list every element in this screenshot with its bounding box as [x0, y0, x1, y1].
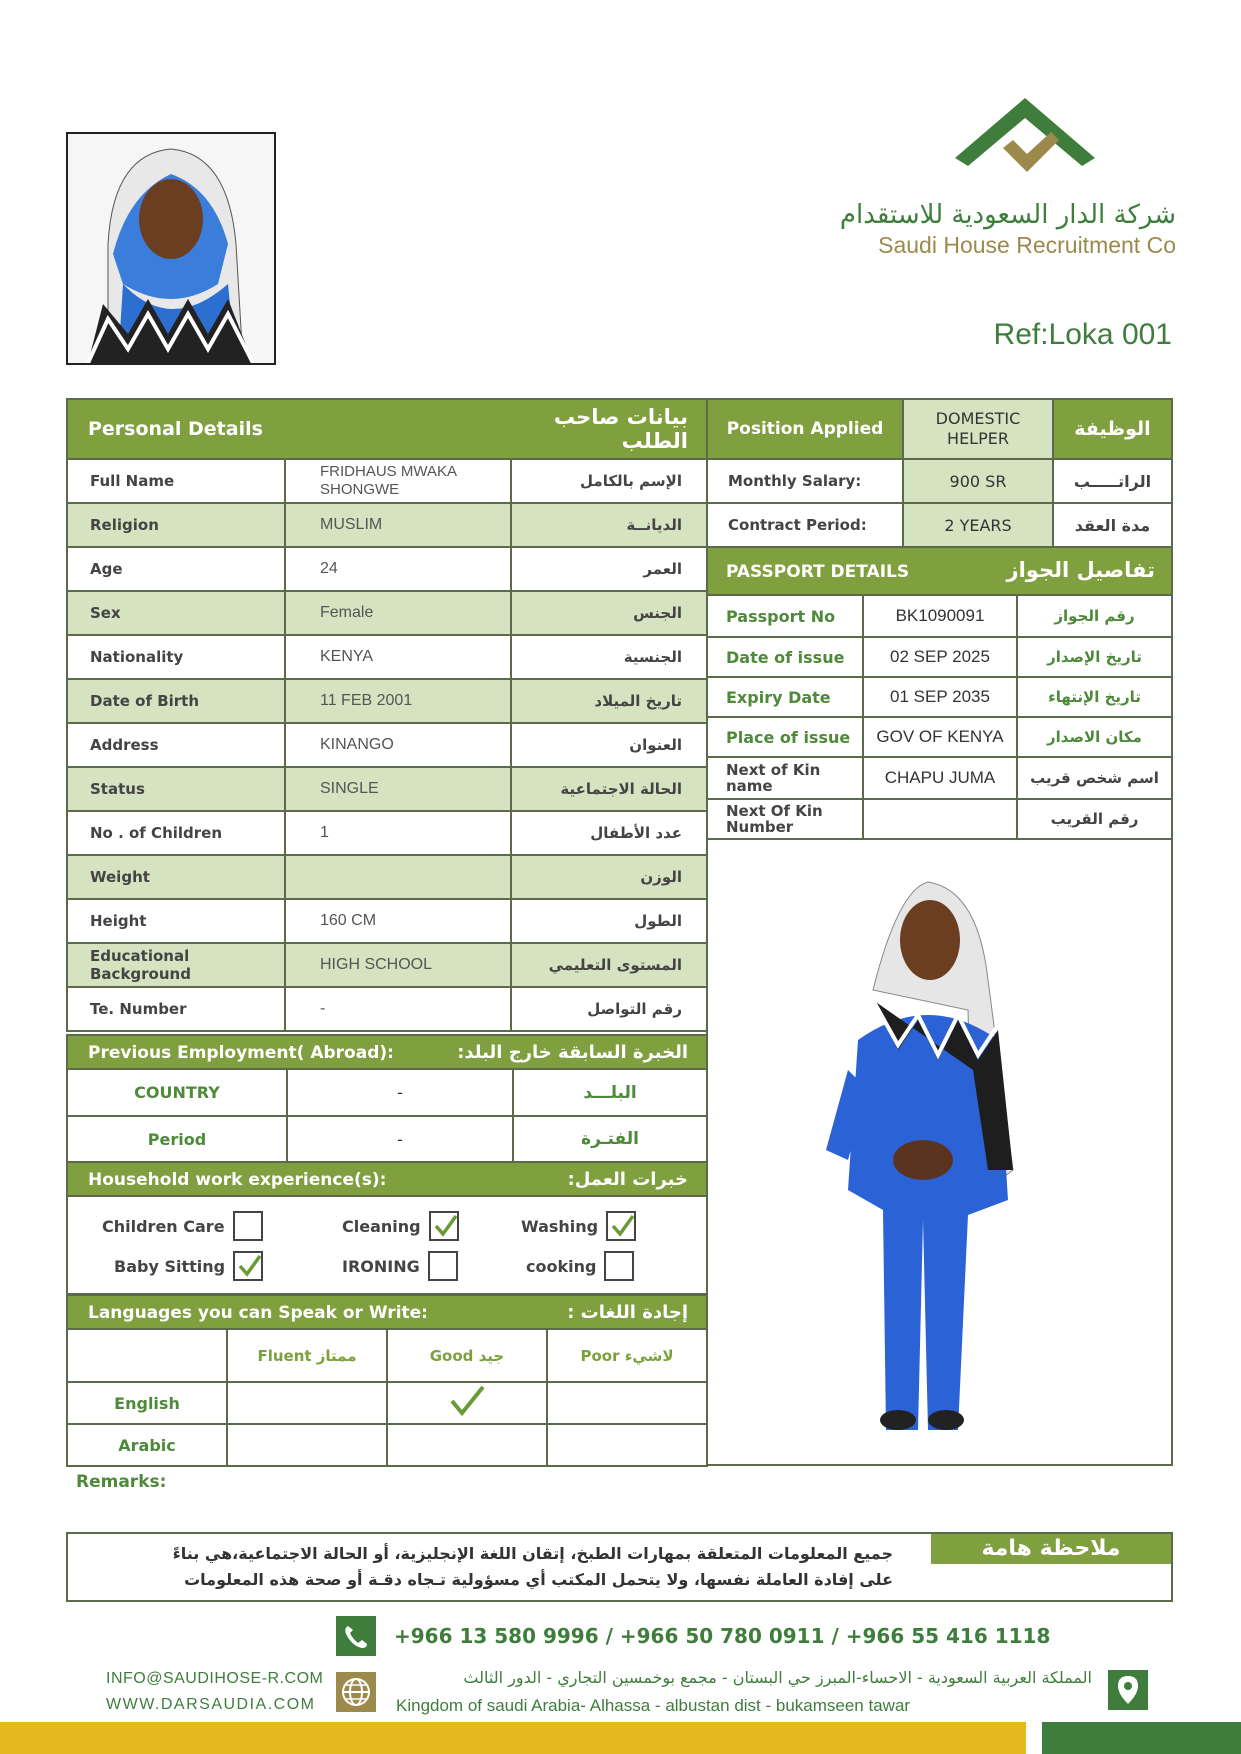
logo-mark	[955, 96, 1095, 186]
notice-line-1: جميع المعلومات المتعلقة بمهارات الطبخ، إتقان اللغة الإنجليزية، أو الحالة الاجتماعية،هي بناءً	[172, 1544, 893, 1563]
table-row	[67, 1069, 707, 1116]
table-row	[67, 723, 707, 767]
passport-field-value: GOV OF KENYA	[863, 717, 1017, 757]
country-label-ar: البلـــد	[513, 1069, 707, 1116]
footer-bar-yellow	[0, 1722, 1026, 1754]
passport-field-label: Place of issue	[707, 717, 863, 757]
field-label: Weight	[67, 855, 285, 899]
household-item-washing	[521, 1211, 636, 1241]
table-row	[707, 717, 1172, 757]
arabic-good-cell[interactable]	[387, 1424, 547, 1466]
passport-field-value: 02 SEP 2025	[863, 637, 1017, 677]
language-corner-cell	[67, 1329, 227, 1382]
passport-field-label-ar: رقم الجواز	[1017, 595, 1172, 637]
poor-column-header: Poor لاشيء	[547, 1329, 707, 1382]
table-row	[707, 595, 1172, 637]
period-value: -	[287, 1116, 513, 1162]
field-label: Full Name	[67, 459, 285, 503]
washing-checkbox[interactable]	[606, 1211, 636, 1241]
field-value: 24	[285, 547, 511, 591]
field-value: SINGLE	[285, 767, 511, 811]
checkmark-icon	[236, 1253, 262, 1279]
passport-field-label: Expiry Date	[707, 677, 863, 717]
passport-field-label-ar: تاريخ الإصدار	[1017, 637, 1172, 677]
full-body-figure	[818, 870, 1048, 1430]
good-column-header: Good جيد	[387, 1329, 547, 1382]
field-label-ar: الجنس	[511, 591, 707, 635]
field-value: FRIDHAUS MWAKA SHONGWE	[285, 459, 511, 503]
languages-table	[66, 1328, 708, 1467]
passport-field-value: 01 SEP 2035	[863, 677, 1017, 717]
passport-field-label-ar: تاريخ الإنتهاء	[1017, 677, 1172, 717]
household-item-children-care	[102, 1211, 263, 1241]
table-row	[707, 799, 1172, 839]
country-label: COUNTRY	[67, 1069, 287, 1116]
field-label: Nationality	[67, 635, 285, 679]
field-value: 160 CM	[285, 899, 511, 943]
table-row	[67, 987, 707, 1031]
kin-name-label: Next of Kin name	[707, 757, 863, 799]
table-row	[67, 855, 707, 899]
household-title: Household work experience(s):	[88, 1170, 387, 1190]
checkmark-icon	[609, 1213, 635, 1239]
table-row	[67, 811, 707, 855]
field-label-ar: عدد الأطفال	[511, 811, 707, 855]
table-row	[67, 1329, 707, 1382]
reference-number: Ref:Loka 001	[993, 318, 1172, 351]
passport-field-label: Passport No	[707, 595, 863, 637]
table-row	[67, 767, 707, 811]
field-label-ar: العنوان	[511, 723, 707, 767]
period-label-ar: الفتـرة	[513, 1116, 707, 1162]
position-value: DOMESTIC HELPER	[903, 399, 1053, 459]
passport-title-ar: تفاصيل الجواز	[1006, 558, 1155, 582]
languages-header	[66, 1294, 708, 1330]
full-body-photo-panel	[706, 840, 1173, 1466]
baby-sitting-checkbox[interactable]	[233, 1251, 263, 1281]
field-label-ar: الحالة الاجتماعية	[511, 767, 707, 811]
globe-icon	[336, 1672, 376, 1712]
table-row	[67, 591, 707, 635]
table-row	[67, 899, 707, 943]
field-value: -	[285, 987, 511, 1031]
field-label: Te. Number	[67, 987, 285, 1031]
ironing-checkbox[interactable]	[428, 1251, 458, 1281]
field-label: No . of Children	[67, 811, 285, 855]
table-row	[67, 547, 707, 591]
contract-label-ar: مدة العقد	[1053, 503, 1172, 547]
position-label-ar: الوظيفة	[1053, 399, 1172, 459]
household-item-ironing	[342, 1251, 458, 1281]
website-link[interactable]: WWW.DARSAUDIA.COM	[106, 1696, 316, 1713]
table-row	[707, 503, 1172, 547]
passport-table	[706, 594, 1173, 840]
table-row	[67, 1116, 707, 1162]
household-item-label: Washing	[521, 1216, 599, 1236]
checkmark-icon	[432, 1213, 458, 1239]
field-label: Age	[67, 547, 285, 591]
address-ar: المملكة العربية السعودية - الاحساء-المبرز حي البستان - مجمع بوخمسين التجاري - الدور الثالث	[463, 1668, 1092, 1687]
footer-bar-green	[1042, 1722, 1241, 1754]
field-label: Height	[67, 899, 285, 943]
household-item-label: Baby Sitting	[114, 1256, 226, 1276]
kin-number-label-ar: رقم القريب	[1017, 799, 1172, 839]
kin-number-label: Next Of Kin Number	[707, 799, 863, 839]
field-value: KENYA	[285, 635, 511, 679]
address-en: Kingdom of saudi Arabia- Alhassa - albustan dist - bukamseen tawar	[396, 1696, 911, 1715]
field-value: MUSLIM	[285, 503, 511, 547]
field-label-ar: رقم التواصل	[511, 987, 707, 1031]
company-logo	[955, 96, 1095, 186]
household-item-label: IRONING	[342, 1256, 420, 1276]
fluent-column-header: Fluent ممتاز	[227, 1329, 387, 1382]
field-label-ar: الإسم بالكامل	[511, 459, 707, 503]
field-label: Status	[67, 767, 285, 811]
salary-label-ar: الراتـــــب	[1053, 459, 1172, 503]
portrait-photo	[66, 132, 276, 365]
previous-employment-title-ar: الخبرة السابقة خارج البلد:	[457, 1042, 688, 1063]
field-value: KINANGO	[285, 723, 511, 767]
company-name-ar: شركة الدار السعودية للاستقدام	[839, 200, 1176, 230]
languages-title: Languages you can Speak or Write:	[88, 1303, 428, 1323]
country-value: -	[287, 1069, 513, 1116]
table-row	[67, 943, 707, 987]
english-fluent-cell[interactable]	[227, 1382, 387, 1424]
field-value: Female	[285, 591, 511, 635]
personal-details-title-ar: بيانات صاحب الطلب	[511, 399, 707, 459]
email-link[interactable]: INFO@SAUDIHOSE-R.COM	[106, 1670, 324, 1687]
household-item-cleaning	[342, 1211, 459, 1241]
passport-field-value: BK1090091	[863, 595, 1017, 637]
field-value: HIGH SCHOOL	[285, 943, 511, 987]
previous-employment-header	[66, 1034, 708, 1070]
checkmark-icon	[449, 1385, 485, 1417]
field-label: Date of Birth	[67, 679, 285, 723]
personal-details-table	[66, 398, 708, 1032]
position-table	[706, 398, 1173, 548]
kin-name-value: CHAPU JUMA	[863, 757, 1017, 799]
table-row	[707, 399, 1172, 459]
company-name-en: Saudi House Recruitment Co	[878, 232, 1176, 258]
notice-title: ملاحظة هامة	[931, 1534, 1171, 1564]
previous-employment-table	[66, 1068, 708, 1163]
field-label-ar: الجنسية	[511, 635, 707, 679]
household-panel	[66, 1195, 708, 1295]
phone-icon	[336, 1616, 376, 1656]
field-value: 11 FEB 2001	[285, 679, 511, 723]
table-row	[707, 677, 1172, 717]
language-name: English	[67, 1382, 227, 1424]
notice-line-2: على إفادة العاملة نفسها، ولا يتحمل المكتب أي مسؤولية تـجاه دقـة أو صحة هذه المعلومات	[184, 1570, 893, 1589]
household-item-cooking	[526, 1251, 634, 1281]
contract-value: 2 YEARS	[903, 503, 1053, 547]
position-label: Position Applied	[707, 399, 903, 459]
kin-number-value	[863, 799, 1017, 839]
field-value	[285, 855, 511, 899]
phone-numbers: +966 13 580 9996 / +966 50 780 0911 / +966 55 416 1118	[394, 1624, 1051, 1648]
kin-name-label-ar: اسم شخص قريب	[1017, 757, 1172, 799]
field-label-ar: الطول	[511, 899, 707, 943]
portrait-figure	[68, 134, 274, 363]
salary-label: Monthly Salary:	[707, 459, 903, 503]
table-row	[67, 1424, 707, 1466]
household-title-ar: خبرات العمل:	[567, 1169, 688, 1190]
field-label-ar: المستوى التعليمي	[511, 943, 707, 987]
household-item-baby-sitting	[114, 1251, 263, 1281]
passport-title: PASSPORT DETAILS	[726, 562, 910, 582]
period-label: Period	[67, 1116, 287, 1162]
household-header	[66, 1161, 708, 1197]
table-row	[67, 679, 707, 723]
household-item-label: Children Care	[102, 1216, 225, 1236]
cleaning-checkbox[interactable]	[429, 1211, 459, 1241]
notice-box	[66, 1532, 1173, 1602]
passport-field-label: Date of issue	[707, 637, 863, 677]
household-item-label: cooking	[526, 1256, 597, 1276]
passport-field-label-ar: مكان الاصدار	[1017, 717, 1172, 757]
table-row	[707, 637, 1172, 677]
location-pin-icon	[1108, 1670, 1148, 1710]
english-poor-cell[interactable]	[547, 1382, 707, 1424]
salary-value: 900 SR	[903, 459, 1053, 503]
table-row	[67, 459, 707, 503]
english-good-cell[interactable]	[387, 1382, 547, 1424]
table-row	[67, 503, 707, 547]
remarks-label: Remarks:	[76, 1472, 167, 1492]
field-value: 1	[285, 811, 511, 855]
table-row	[707, 757, 1172, 799]
personal-details-title: Personal Details	[67, 399, 511, 459]
field-label-ar: الديانــة	[511, 503, 707, 547]
table-row	[707, 459, 1172, 503]
household-item-label: Cleaning	[342, 1216, 421, 1236]
arabic-fluent-cell[interactable]	[227, 1424, 387, 1466]
field-label: Sex	[67, 591, 285, 635]
cooking-checkbox[interactable]	[604, 1251, 634, 1281]
children-care-checkbox[interactable]	[233, 1211, 263, 1241]
field-label: Educational Background	[67, 943, 285, 987]
field-label-ar: تاريخ الميلاد	[511, 679, 707, 723]
field-label-ar: العمر	[511, 547, 707, 591]
contract-label: Contract Period:	[707, 503, 903, 547]
field-label-ar: الوزن	[511, 855, 707, 899]
table-row	[67, 635, 707, 679]
field-label: Address	[67, 723, 285, 767]
language-name: Arabic	[67, 1424, 227, 1466]
previous-employment-title: Previous Employment( Abroad):	[88, 1043, 394, 1063]
personal-details-header	[67, 399, 707, 459]
languages-title-ar: إجادة اللغات :	[567, 1302, 688, 1323]
table-row	[67, 1382, 707, 1424]
field-label: Religion	[67, 503, 285, 547]
passport-header	[706, 546, 1173, 596]
arabic-poor-cell[interactable]	[547, 1424, 707, 1466]
